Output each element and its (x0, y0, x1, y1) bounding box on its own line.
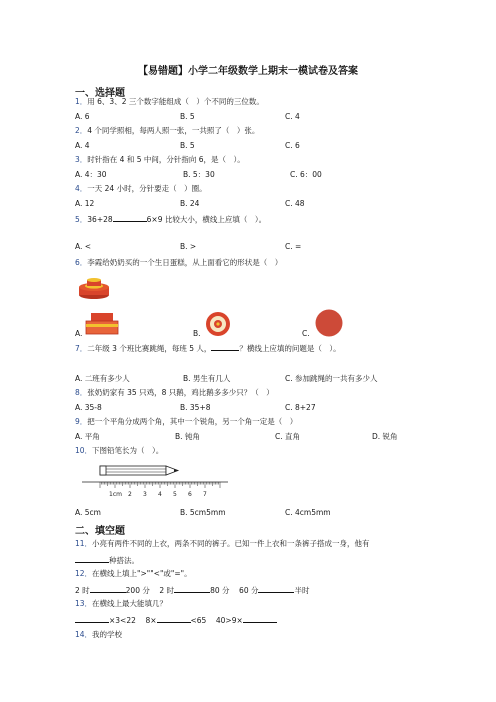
answer-blank[interactable] (211, 342, 239, 351)
option-a: A. 35-8 (75, 403, 102, 412)
ruler-label: 5 (173, 491, 177, 498)
compare-right: 80 分 (210, 586, 230, 595)
option-c: C. 4 (285, 112, 300, 121)
question-2 (75, 126, 259, 136)
shape-concentric-circle-icon (205, 311, 231, 337)
question-number: 8． (75, 388, 88, 397)
question-5 (75, 213, 266, 225)
question-14 (75, 630, 122, 640)
question-11-line-2 (75, 554, 139, 566)
option-a: A. 12 (75, 199, 95, 208)
question-text: 李霞给奶奶买的一个生日蛋糕，从上面看它的形状是（ ） (87, 258, 283, 267)
question-number: 4． (75, 184, 88, 193)
ruler-label: 6 (188, 491, 192, 498)
option-a: A. 平角 (75, 432, 100, 441)
option-c: C. 8+27 (285, 403, 316, 412)
question-text: 种搭法。 (109, 556, 139, 565)
question-13 (75, 599, 167, 609)
question-text: 小亮有两件不同的上衣，两条不同的裤子。已知一件上衣和一条裤子搭成一身，他有 (92, 539, 370, 548)
question-10 (75, 446, 163, 456)
answer-blank[interactable] (174, 584, 210, 593)
question-3 (75, 155, 245, 165)
answer-blank[interactable] (75, 554, 109, 563)
answer-blank[interactable] (75, 614, 109, 623)
answer-blank[interactable] (157, 614, 191, 623)
ruler-label: 4 (158, 491, 162, 498)
option-b: B. 24 (180, 199, 200, 208)
question-text: 二年级 3 个班比赛跳绳，每班 5 人， (87, 344, 212, 353)
shape-circle-icon (315, 309, 343, 337)
option-b: B. 5 (180, 141, 195, 150)
answer-blank[interactable] (113, 213, 147, 222)
question-text: 下图铅笔长为（ ）。 (92, 446, 164, 455)
option-c: C. 4cm5mm (285, 508, 331, 517)
option-a: A. 5cm (75, 508, 101, 517)
question-7 (75, 342, 341, 354)
option-b: B. 5：30 (183, 170, 215, 179)
answer-blank[interactable] (258, 584, 294, 593)
question-number: 6． (75, 258, 88, 267)
question-text: 我的学校 (92, 630, 123, 639)
question-number: 13． (75, 599, 93, 608)
option-b: B. > (180, 242, 197, 251)
question-12-items (75, 584, 309, 596)
option-d: D. 锐角 (372, 432, 398, 441)
question-text: ？横线上应填的问题是（ ）。 (239, 344, 341, 353)
option-c: C. 参加跳绳的一共有多少人 (285, 374, 378, 383)
inequality: <65 (190, 616, 207, 625)
ruler-label: 2 (128, 491, 132, 498)
compare-left: 60 分 (239, 586, 259, 595)
option-c: C. = (285, 242, 302, 251)
option-a: A. (75, 329, 83, 338)
option-b: B. 钝角 (175, 432, 200, 441)
ruler-label: 3 (143, 491, 147, 498)
option-a: A. 4 (75, 141, 90, 150)
page-title: 【易错题】小学二年级数学上期末一模试卷及答案 (138, 66, 358, 77)
question-13-items (75, 614, 277, 626)
pencil-ruler-figure (82, 462, 228, 504)
option-a: A. 二班有多少人 (75, 374, 130, 383)
question-11 (75, 539, 370, 549)
question-number: 10． (75, 446, 93, 455)
question-9 (75, 417, 297, 427)
option-c: C. 48 (285, 199, 305, 208)
expression: 36+28 (87, 215, 113, 224)
compare-left: 2 时 (159, 586, 175, 595)
question-text: 4 个同学照相，每两人照一张，一共照了（ ）张。 (87, 126, 260, 135)
option-b: B. 5 (180, 112, 195, 121)
inequality: 40>9× (215, 616, 243, 625)
question-4 (75, 184, 207, 194)
question-number: 1． (75, 97, 88, 106)
question-number: 5． (75, 215, 88, 224)
option-a: A. 4：30 (75, 170, 107, 179)
section-fill-heading: 二、填空题 (75, 526, 125, 537)
inequality: ×3<22 (109, 616, 136, 625)
option-c: C. 直角 (275, 432, 301, 441)
option-b: B. 男生有几人 (183, 374, 231, 383)
option-c: C. (302, 329, 310, 338)
option-a: A. < (75, 242, 92, 251)
option-b: B. 35+8 (180, 403, 211, 412)
question-number: 11． (75, 539, 93, 548)
ruler-icon (82, 482, 228, 498)
question-number: 12． (75, 569, 93, 578)
answer-blank[interactable] (243, 614, 277, 623)
question-number: 3． (75, 155, 88, 164)
compare-left: 2 时 (75, 586, 90, 595)
compare-right: 半时 (294, 586, 310, 595)
question-8 (75, 388, 274, 398)
cake-image (78, 276, 110, 300)
option-c: C. 6 (285, 141, 300, 150)
section-choice-heading: 一、选择题 (75, 88, 125, 99)
ruler-label: 7 (203, 491, 207, 498)
question-6 (75, 258, 282, 268)
question-1 (75, 97, 264, 107)
shape-rectangle-icon (86, 313, 118, 335)
question-number: 9． (75, 417, 88, 426)
pencil-icon (100, 466, 178, 475)
question-number: 7． (75, 344, 88, 353)
compare-right: 200 分 (125, 586, 150, 595)
question-number: 14． (75, 630, 93, 639)
option-b: B. (193, 329, 201, 338)
answer-blank[interactable] (90, 584, 126, 593)
ruler-label: 1cm (109, 491, 122, 498)
option-c: C. 6：00 (290, 170, 322, 179)
question-text: 把一个平角分成两个角，其中一个锐角，另一个角一定是（ ） (87, 417, 298, 426)
option-b: B. 5cm5mm (180, 508, 226, 517)
question-text: 在横线上填上">""<"或"="。 (92, 569, 192, 578)
question-text: 一天 24 小时，分针要走（ ）圈。 (87, 184, 207, 193)
question-number: 2． (75, 126, 88, 135)
question-12 (75, 569, 192, 579)
question-text: 张奶奶家有 35 只鸡，8 只鹅，鸡比鹅多多少只？（ ） (87, 388, 274, 397)
question-text: 用 6、3、2 三个数字能组成（ ）个不同的三位数。 (87, 97, 264, 106)
option-a: A. 6 (75, 112, 90, 121)
question-text: 在横线上最大能填几？ (92, 599, 168, 608)
inequality: 8× (145, 616, 157, 625)
question-text: 6×9 比较大小，横线上应填（ ）。 (146, 215, 267, 224)
question-text: 时针指在 4 和 5 中间，分针指向 6，是（ ）。 (87, 155, 245, 164)
